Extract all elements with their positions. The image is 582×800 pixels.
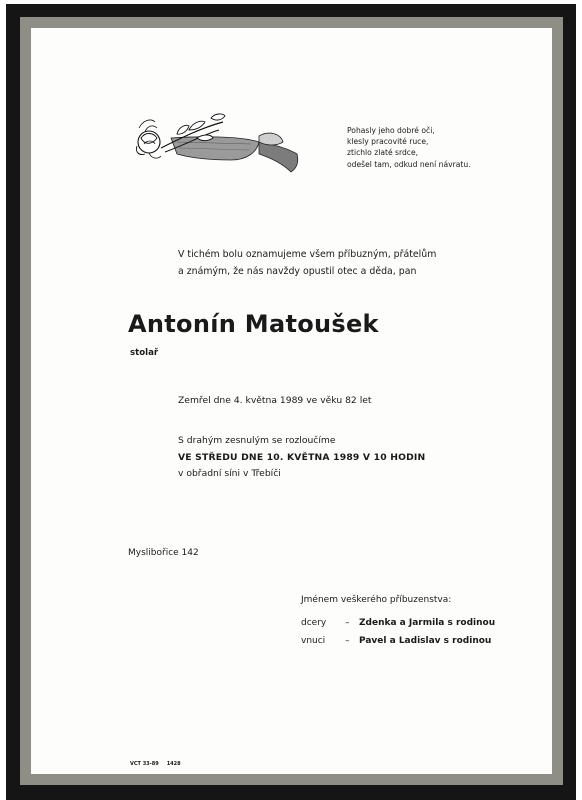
- print-mark: [130, 761, 181, 767]
- family-list: [301, 614, 495, 650]
- poem-line: klesly pracovité ruce,: [347, 137, 429, 147]
- family-names: Pavel a Ladislav s rodinou: [359, 636, 492, 646]
- poem-line: odešel tam, odkud není návratu.: [347, 159, 471, 169]
- announcement-line: V tichém bolu oznamujeme všem příbuzným, přátelům: [178, 249, 437, 260]
- funeral-date-time: VE STŘEDU DNE 10. KVĚTNA 1989 V 10 HODIN: [178, 451, 426, 463]
- poem-line: ztichlo zlaté srdce,: [347, 148, 419, 158]
- announcement-text: [178, 246, 508, 280]
- family-dash: –: [345, 618, 350, 628]
- family-row: [301, 614, 495, 632]
- family-row: [301, 632, 495, 650]
- poem-line: Pohasly jeho dobré oči,: [347, 126, 435, 135]
- family-relation: dcery: [301, 618, 327, 628]
- obituary-paper: [31, 28, 552, 774]
- family-intro: Jménem veškerého příbuzenstva:: [301, 595, 452, 605]
- death-notice: Zemřel dne 4. května 1989 ve věku 82 let: [178, 395, 372, 406]
- funeral-details: [178, 433, 508, 483]
- funeral-place: v obřadní síni v Třebíči: [178, 468, 281, 479]
- funeral-line: S drahým zesnulým se rozloučíme: [178, 435, 336, 446]
- deceased-name: Antonín Matoušek: [128, 310, 379, 338]
- family-relation: vnuci: [301, 636, 326, 646]
- announcement-line: a známým, že nás navždy opustil otec a děda, pan: [178, 266, 417, 277]
- deceased-occupation: stolař: [130, 348, 159, 358]
- poem: [347, 125, 517, 170]
- family-names: Zdenka a Jarmila s rodinou: [359, 618, 496, 628]
- family-address: Myslibořice 142: [128, 548, 199, 558]
- print-code: VCT 33-89: [130, 761, 159, 767]
- family-dash: –: [345, 636, 350, 646]
- flower-with-ribbon-icon: [131, 108, 321, 174]
- print-number: 1428: [166, 761, 181, 767]
